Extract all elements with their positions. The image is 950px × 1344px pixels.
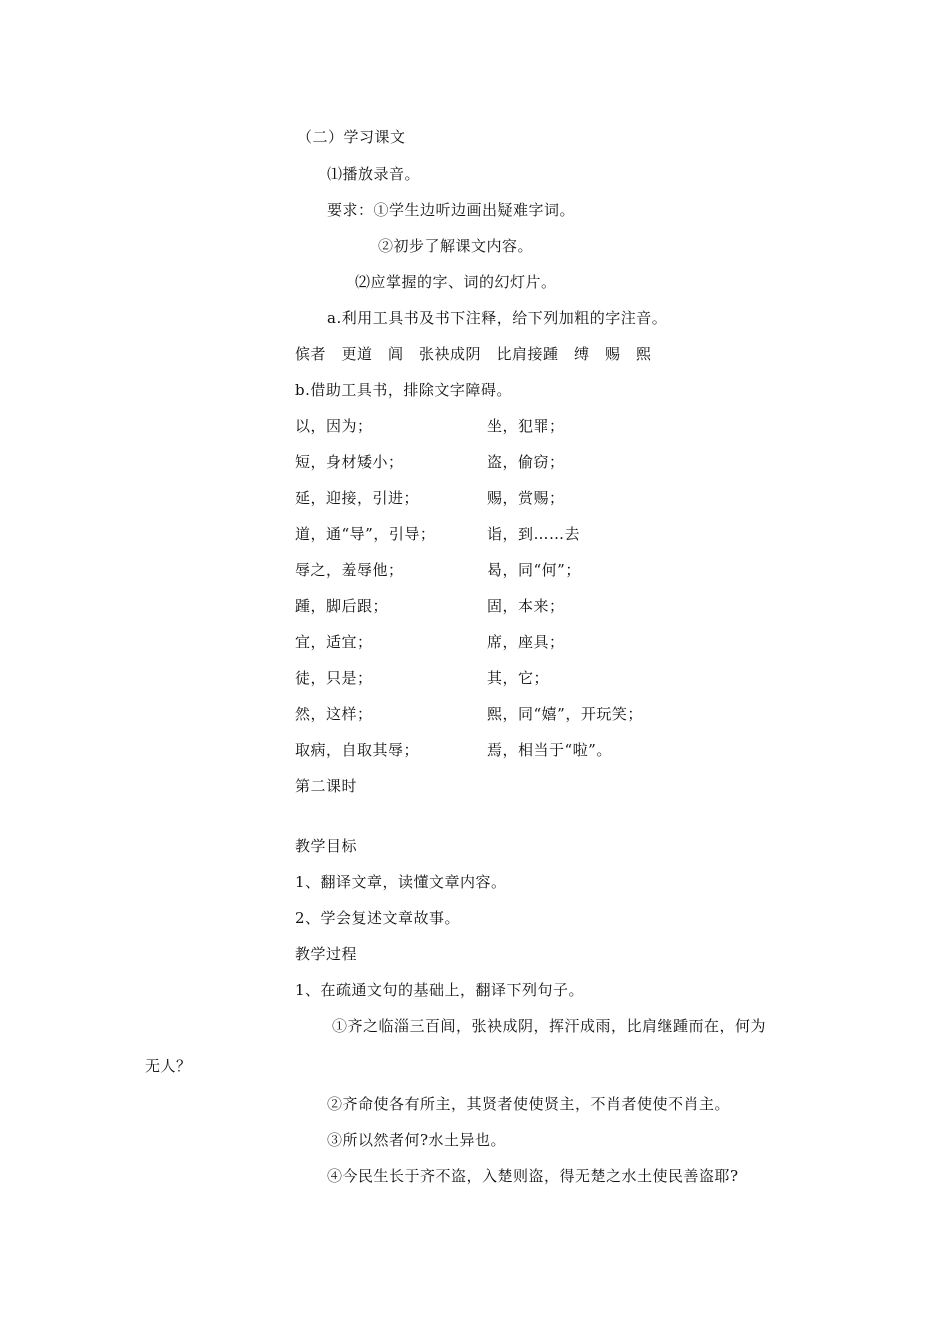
glossary-right-8: 熙，同“嬉”，开玩笑； xyxy=(487,705,643,723)
glossary-left-8: 然，这样； xyxy=(295,705,373,723)
glossary-right-4: 曷，同“何”； xyxy=(487,561,581,579)
goals-heading: 教学目标 xyxy=(295,837,358,855)
glossary-left-0: 以，因为； xyxy=(295,417,373,435)
sentence-2: ②齐命使各有所主，其贤者使使贤主，不肖者使使不肖主。 xyxy=(327,1095,731,1113)
glossary-left-7: 徒，只是； xyxy=(295,669,373,687)
sentence-1-line-2: 无人？ xyxy=(145,1057,192,1075)
glossary-left-4: 辱之，羞辱他； xyxy=(295,561,404,579)
step-2: ⑵应掌握的字、词的幻灯片。 xyxy=(355,273,557,291)
lesson-2-title: 第二课时 xyxy=(295,777,358,795)
glossary-left-3: 道，通“导”，引导； xyxy=(295,525,436,543)
requirement-1: 要求：①学生边听边画出疑难字词。 xyxy=(327,201,576,219)
glossary-right-5: 固，本来； xyxy=(487,597,565,615)
section-title: （二）学习课文 xyxy=(297,128,406,146)
glossary-right-2: 赐，赏赐； xyxy=(487,489,565,507)
process-1: 1、在疏通文句的基础上，翻译下列句子。 xyxy=(295,981,585,999)
word-list: 傧者 更道 阊 张袂成阴 比肩接踵 缚 赐 熙 xyxy=(295,345,652,363)
glossary-left-9: 取病，自取其辱； xyxy=(295,741,420,759)
sentence-1-line-1: ①齐之临淄三百闾，张袂成阴，挥汗成雨，比肩继踵而在，何为 xyxy=(332,1017,767,1035)
sentence-4: ④今民生长于齐不盗，入楚则盗，得无楚之水土使民善盗耶? xyxy=(327,1167,739,1185)
sentence-3: ③所以然者何?水土异也。 xyxy=(327,1131,507,1149)
task-a: a.利用工具书及书下注释，给下列加粗的字注音。 xyxy=(327,309,668,327)
glossary-left-6: 宜，适宜； xyxy=(295,633,373,651)
goal-2: 2、学会复述文章故事。 xyxy=(295,909,461,927)
step-1: ⑴播放录音。 xyxy=(327,165,421,183)
glossary-left-5: 踵，脚后跟； xyxy=(295,597,389,615)
glossary-right-7: 其，它； xyxy=(487,669,550,687)
glossary-right-9: 焉，相当于“啦”。 xyxy=(487,741,612,759)
process-heading: 教学过程 xyxy=(295,945,358,963)
glossary-left-2: 延，迎接，引进； xyxy=(295,489,420,507)
glossary-right-1: 盗，偷窃； xyxy=(487,453,565,471)
goal-1: 1、翻译文章，读懂文章内容。 xyxy=(295,873,507,891)
requirement-2: ②初步了解课文内容。 xyxy=(378,237,534,255)
glossary-right-3: 诣，到……去 xyxy=(487,525,581,543)
glossary-right-0: 坐，犯罪； xyxy=(487,417,565,435)
glossary-right-6: 席，座具； xyxy=(487,633,565,651)
glossary-left-1: 短，身材矮小； xyxy=(295,453,404,471)
task-b: b.借助工具书，排除文字障碍。 xyxy=(295,381,512,399)
